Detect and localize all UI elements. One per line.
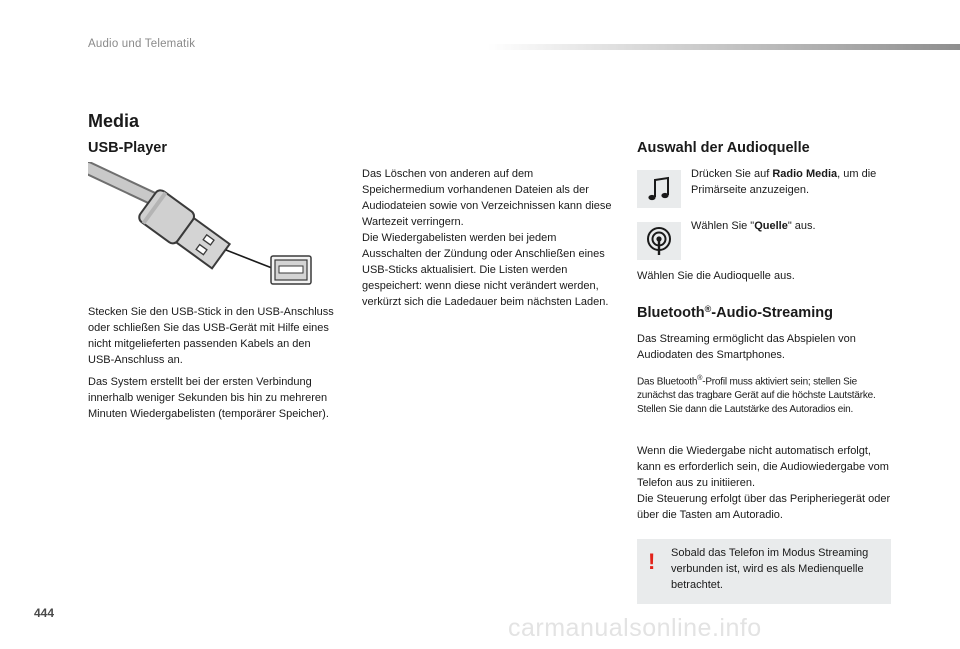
quelle-label: Quelle (754, 220, 788, 232)
audio-step-1: Drücken Sie auf Radio Media, um die Primärseite anzuzeigen. (691, 168, 877, 196)
section-header: Audio und Telematik (88, 38, 196, 50)
music-note-icon-box (637, 170, 681, 208)
usb-stick-connector (137, 188, 232, 272)
media-title: Media (88, 111, 140, 131)
source-signal-icon (645, 226, 673, 256)
bluetooth-title: Bluetooth®-Audio-Streaming (637, 304, 833, 321)
radio-media-label: Radio Media (772, 168, 838, 180)
audio-source-title: Auswahl der Audioquelle (637, 140, 810, 156)
page-number: 444 (34, 606, 55, 620)
audio-step-2: Wählen Sie "Quelle" aus. (691, 220, 816, 232)
header-bar (488, 44, 960, 50)
bluetooth-small-note: Das Bluetooth®-Profil muss aktiviert sein; stellen Sie zunächst das tragbare Gerät auf die höchste Lautstärke. Stellen Sie dann die Lautstärke des Autoradios ein. (637, 375, 876, 416)
usb-paragraph-3: Das Löschen von anderen auf dem Speichermedium vorhandenen Dateien als der Audiodateien sowie von Verzeichnissen kann diese Wartezeit verringern. Die Wiedergabelisten werden bei jedem Ausschalten der Zündung oder Anschließen eines USB-Sticks aktualisiert. Die Listen werden gespeichert: wenn diese nicht verändert werden, verkürzt sich die Ladedauer beim nächsten Laden. (362, 168, 612, 308)
usb-insertion-line (226, 250, 272, 268)
usb-paragraph-2: Das System erstellt bei der ersten Verbindung innerhalb weniger Sekunden bis hin zu mehreren Minuten Wiedergabelisten (temporärer Speicher). (88, 376, 329, 420)
source-icon-box (637, 222, 681, 260)
music-note-icon (646, 175, 672, 203)
usb-illustration (88, 162, 316, 290)
usb-port (271, 256, 311, 284)
watermark: carmanualsonline.info (508, 614, 762, 642)
note-text: Sobald das Telefon im Modus Streaming verbunden ist, wird es als Medienquelle betrachtet. (671, 547, 869, 591)
warning-icon: ! (648, 549, 656, 574)
audio-step-3: Wählen Sie die Audioquelle aus. (637, 270, 795, 282)
usb-paragraph-1: Stecken Sie den USB-Stick in den USB-Anschluss oder schließen Sie das USB-Gerät mit Hilfe eines nicht mitgelieferten passenden Kabels an den USB-Anschluss an. (88, 306, 334, 366)
bluetooth-paragraph-1: Das Streaming ermöglicht das Abspielen von Audiodaten des Smartphones. (637, 333, 856, 361)
usb-cable (88, 168, 156, 200)
bluetooth-paragraph-2: Wenn die Wiedergabe nicht automatisch erfolgt, kann es erforderlich sein, die Audiowiedergabe vom Telefon aus zu initiieren. Die Steuerung erfolgt über das Peripheriegerät oder über die Tasten am Autoradio. (637, 445, 891, 521)
usb-player-title: USB-Player (88, 140, 167, 156)
